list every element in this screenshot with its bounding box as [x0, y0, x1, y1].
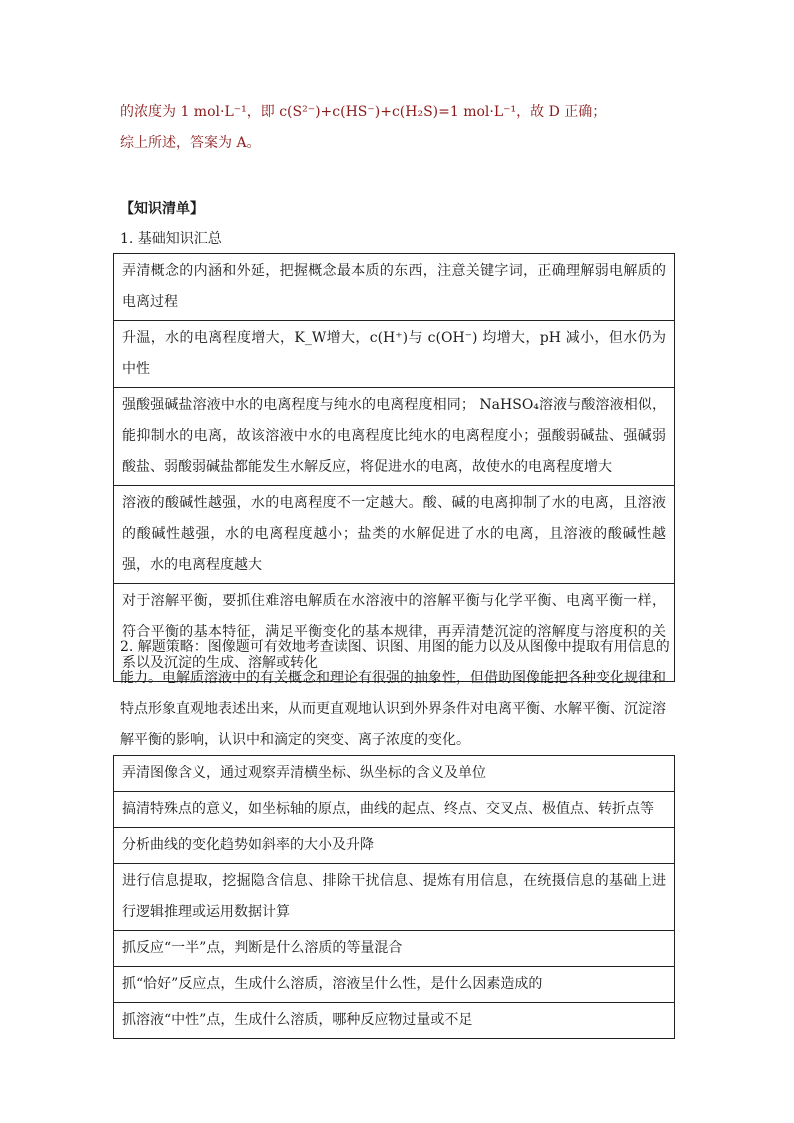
table-cell: 分析曲线的变化趋势如斜率的大小及升降: [114, 828, 675, 864]
knowledge-list-heading: 【知识清单】: [120, 201, 204, 217]
table-row: [114, 931, 675, 967]
table-cell: 抓“恰好”反应点，生成什么溶质，溶液呈什么性，是什么因素造成的: [114, 967, 675, 1003]
table-cell: 对于溶解平衡，要抓住难溶电解质在水溶液中的溶解平衡与化学平衡、电离平衡一样，符合平衡的基本特征，满足平衡变化的基本规律，再弄清楚沉淀的溶解度与溶度积的关系以及沉淀的生成、溶解或转化: [114, 584, 675, 682]
table-row: [114, 254, 675, 321]
table-row: [114, 967, 675, 1003]
table-row: [114, 828, 675, 864]
table-cell: 进行信息提取，挖掘隐含信息、排除干扰信息、提炼有用信息，在统摄信息的基础上进行逻辑推理或运用数据计算: [114, 864, 675, 931]
table-row: [114, 388, 675, 486]
section-1-title: 1. 基础知识汇总: [120, 231, 222, 247]
table-cell: 强酸强碱盐溶液中水的电离程度与纯水的电离程度相同； NaHSO₄溶液与酸溶液相似，能抑制水的电离，故该溶液中水的电离程度比纯水的电离程度小；强酸弱碱盐、强碱弱酸盐、弱酸弱碱盐都能发生水解反应，将促进水的电离，故使水的电离程度增大: [114, 388, 675, 486]
table-cell: 弄清图像含义，通过观察弄清横坐标、纵坐标的含义及单位: [114, 756, 675, 792]
table-row: [114, 321, 675, 388]
table-row: [114, 486, 675, 584]
table-row: [114, 864, 675, 931]
table-row: [114, 1003, 675, 1039]
intro-line-2: 综上所述，答案为 A。: [120, 135, 261, 151]
intro-line-1: 的浓度为 1 mol·L⁻¹，即 c(S²⁻)+c(HS⁻)+c(H₂S)=1 mol·L⁻¹，故 D 正确；: [120, 104, 607, 120]
table-cell: 溶液的酸碱性越强，水的电离程度不一定越大。酸、碱的电离抑制了水的电离，且溶液的酸碱性越强，水的电离程度越小；盐类的水解促进了水的电离，且溶液的酸碱性越强，水的电离程度越大: [114, 486, 675, 584]
table-cell: 抓溶液“中性”点，生成什么溶质，哪种反应物过量或不足: [114, 1003, 675, 1039]
table-cell: 抓反应“一半”点，判断是什么溶质的等量混合: [114, 931, 675, 967]
strategy-table: [113, 755, 675, 1039]
table-cell: 搞清特殊点的意义，如坐标轴的原点，曲线的起点、终点、交叉点、极值点、转折点等: [114, 792, 675, 828]
table-row: [114, 792, 675, 828]
table-cell: 升温，水的电离程度增大，K_W增大，c(H⁺)与 c(OH⁻) 均增大，pH 减小，但水仍为中性: [114, 321, 675, 388]
table-row: [114, 756, 675, 792]
table-cell: 弄清概念的内涵和外延，把握概念最本质的东西，注意关键字词，正确理解弱电解质的电离过程: [114, 254, 675, 321]
section-2-text: 2. 解题策略：图像题可有效地考查读图、识图、用图的能力以及从图像中提取有用信息的能力。电解质溶液中的有关概念和理论有很强的抽象性，但借助图像能把各种变化规律和特点形象直观地表述出来，从而更直观地认识到外界条件对电离平衡、水解平衡、沉淀溶解平衡的影响，认识中和滴定的突变、离子浓度的变化。: [120, 639, 670, 748]
basic-knowledge-table: [113, 253, 675, 682]
